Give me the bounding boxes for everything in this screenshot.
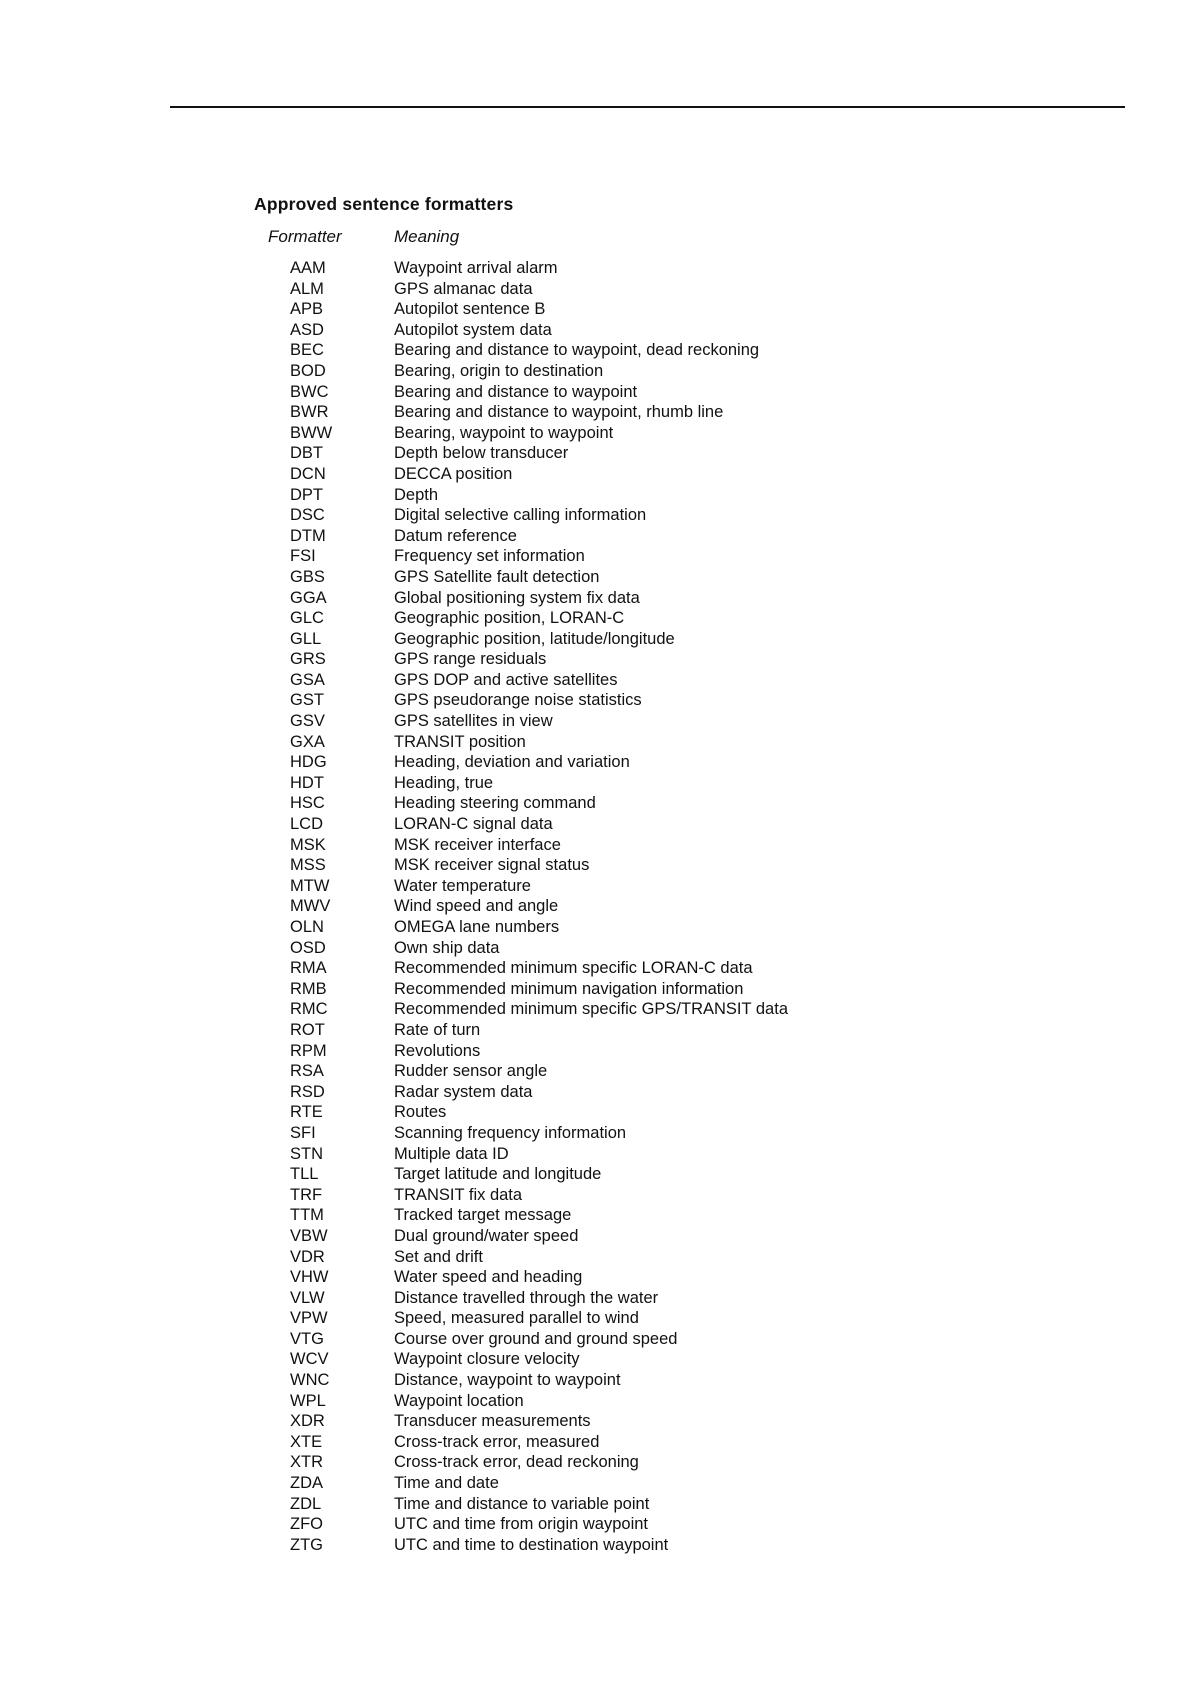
formatter-code: HDG — [290, 753, 327, 772]
formatter-row — [254, 1082, 954, 1103]
formatter-meaning: Cross-track error, dead reckoning — [394, 1453, 639, 1472]
formatter-row — [254, 464, 954, 485]
formatter-code: ZFO — [290, 1515, 323, 1534]
formatter-code: LCD — [290, 815, 324, 834]
formatter-row — [254, 567, 954, 588]
formatter-meaning: GPS pseudorange noise statistics — [394, 691, 642, 710]
formatter-code: DCN — [290, 464, 326, 483]
formatter-meaning: Radar system data — [394, 1082, 533, 1101]
formatter-row — [254, 1308, 954, 1329]
formatter-row — [254, 1535, 954, 1556]
formatter-row — [254, 711, 954, 732]
formatter-row — [254, 1391, 954, 1412]
formatter-row — [254, 505, 954, 526]
formatter-row — [254, 793, 954, 814]
formatter-code: BOD — [290, 361, 326, 380]
formatter-row — [254, 546, 954, 567]
formatter-row — [254, 999, 954, 1020]
formatter-meaning: Waypoint closure velocity — [394, 1350, 580, 1369]
formatter-row — [254, 1473, 954, 1494]
formatter-row — [254, 1205, 954, 1226]
formatter-code: MWV — [290, 897, 331, 916]
formatter-code: GLC — [290, 609, 324, 628]
formatter-meaning: Bearing and distance to waypoint — [394, 382, 638, 401]
formatter-code: VDR — [290, 1247, 325, 1266]
formatter-code: TLL — [290, 1165, 319, 1184]
top-horizontal-rule — [170, 106, 1125, 108]
formatter-code: BWR — [290, 403, 329, 422]
formatter-meaning: Bearing, waypoint to waypoint — [394, 423, 614, 442]
formatter-meaning: Waypoint arrival alarm — [394, 259, 558, 277]
formatter-meaning: Distance travelled through the water — [394, 1288, 659, 1307]
formatter-code: GGA — [290, 588, 327, 607]
formatter-code: MTW — [290, 876, 330, 895]
formatter-code: VPW — [290, 1309, 328, 1328]
formatter-meaning: Water temperature — [394, 876, 531, 895]
formatter-code: GLL — [290, 629, 322, 648]
formatter-row — [254, 340, 954, 361]
formatter-code: ASD — [290, 320, 324, 339]
column-header-formatter: Formatter — [268, 227, 342, 246]
formatter-meaning: DECCA position — [394, 464, 513, 483]
formatter-code: RMC — [290, 1000, 328, 1019]
formatter-meaning: Bearing and distance to waypoint, rhumb line — [394, 403, 724, 422]
formatter-row — [254, 938, 954, 959]
formatter-code: STN — [290, 1144, 323, 1163]
formatter-code: XTR — [290, 1453, 323, 1472]
formatter-row — [254, 402, 954, 423]
formatter-meaning: Frequency set information — [394, 547, 585, 566]
formatter-meaning: Target latitude and longitude — [394, 1165, 602, 1184]
formatter-code: MSK — [290, 835, 326, 854]
formatter-code: GBS — [290, 567, 325, 586]
formatter-code: SFI — [290, 1123, 316, 1142]
formatter-row — [254, 917, 954, 938]
formatter-meaning: GPS Satellite fault detection — [394, 567, 600, 586]
formatter-row — [254, 526, 954, 547]
formatter-code: DBT — [290, 444, 323, 463]
formatter-code: RSD — [290, 1082, 325, 1101]
formatter-code: OSD — [290, 938, 326, 957]
formatter-meaning: Rate of turn — [394, 1020, 481, 1039]
formatter-row — [254, 588, 954, 609]
formatter-meaning: Autopilot system data — [394, 320, 552, 339]
formatter-row — [254, 896, 954, 917]
formatter-code: AAM — [290, 259, 326, 277]
formatter-meaning: Distance, waypoint to waypoint — [394, 1371, 621, 1390]
formatter-meaning: Time and distance to variable point — [394, 1494, 650, 1513]
formatter-meaning: Datum reference — [394, 526, 517, 545]
formatter-code: OLN — [290, 918, 324, 936]
formatter-row — [254, 732, 954, 753]
formatter-meaning: GPS satellites in view — [394, 712, 553, 731]
formatter-meaning: Routes — [394, 1103, 447, 1122]
formatter-row — [254, 752, 954, 773]
formatter-meaning: Revolutions — [394, 1041, 481, 1060]
formatter-code: RMA — [290, 959, 327, 978]
formatter-code: GRS — [290, 650, 326, 669]
formatter-code: FSI — [290, 547, 316, 566]
formatter-meaning: UTC and time to destination waypoint — [394, 1535, 669, 1554]
formatter-meaning: Time and date — [394, 1474, 499, 1493]
formatter-row — [254, 361, 954, 382]
formatter-row — [254, 1020, 954, 1041]
formatter-meaning: Set and drift — [394, 1247, 483, 1266]
formatter-meaning: Recommended minimum navigation information — [394, 979, 744, 998]
formatter-code: ALM — [290, 279, 324, 298]
formatter-meaning: GPS almanac data — [394, 279, 533, 298]
formatter-meaning: Geographic position, latitude/longitude — [394, 629, 675, 648]
formatter-code: GSA — [290, 670, 325, 689]
formatter-meaning: Heading, deviation and variation — [394, 753, 630, 772]
formatter-row — [254, 279, 954, 300]
formatter-meaning: MSK receiver interface — [394, 835, 561, 854]
formatter-code: ZTG — [290, 1535, 323, 1554]
formatter-code: RSA — [290, 1062, 324, 1081]
formatter-meaning: Multiple data ID — [394, 1144, 509, 1163]
formatter-meaning: UTC and time from origin waypoint — [394, 1515, 649, 1534]
formatter-row — [254, 382, 954, 403]
formatter-row — [254, 1123, 954, 1144]
formatter-row — [254, 1370, 954, 1391]
formatter-code: TTM — [290, 1206, 324, 1225]
column-header-meaning: Meaning — [394, 227, 460, 246]
formatter-meaning: TRANSIT position — [394, 732, 526, 751]
formatter-row — [254, 855, 954, 876]
formatter-code: XDR — [290, 1412, 325, 1431]
formatter-row — [254, 835, 954, 856]
formatter-meaning: Scanning frequency information — [394, 1123, 627, 1142]
formatter-row — [254, 423, 954, 444]
formatter-code: RMB — [290, 979, 327, 998]
formatter-row — [254, 629, 954, 650]
formatter-row — [254, 1041, 954, 1062]
formatter-row — [254, 1452, 954, 1473]
formatter-meaning: Tracked target message — [394, 1206, 572, 1225]
formatter-row — [254, 1185, 954, 1206]
formatter-row — [254, 320, 954, 341]
formatter-code: WNC — [290, 1371, 330, 1390]
formatter-row — [254, 1349, 954, 1370]
formatter-row — [254, 649, 954, 670]
formatter-row — [254, 1411, 954, 1432]
formatter-meaning: Recommended minimum specific LORAN-C data — [394, 959, 753, 978]
formatter-code: DPT — [290, 485, 323, 504]
formatter-meaning: Wind speed and angle — [394, 897, 559, 916]
formatter-code: ZDA — [290, 1474, 323, 1493]
formatter-code: MSS — [290, 856, 326, 875]
formatter-code: DSC — [290, 506, 325, 525]
formatter-meaning: TRANSIT fix data — [394, 1185, 523, 1204]
formatter-code: TRF — [290, 1185, 323, 1204]
formatter-code: GXA — [290, 732, 325, 751]
formatter-meaning: Depth below transducer — [394, 444, 569, 463]
formatter-meaning: Bearing, origin to destination — [394, 361, 604, 380]
formatter-meaning: Autopilot sentence B — [394, 300, 546, 319]
formatter-meaning: Digital selective calling information — [394, 506, 647, 525]
formatter-meaning: Heading steering command — [394, 794, 596, 813]
formatter-meaning: Course over ground and ground speed — [394, 1329, 678, 1348]
section-title: Approved sentence formatters — [254, 194, 514, 214]
formatter-meaning: MSK receiver signal status — [394, 856, 590, 875]
formatter-list — [254, 258, 954, 1555]
formatter-row — [254, 979, 954, 1000]
formatter-row — [254, 1144, 954, 1165]
formatter-row — [254, 443, 954, 464]
formatter-row — [254, 690, 954, 711]
formatter-row — [254, 773, 954, 794]
formatter-code: VLW — [290, 1288, 325, 1307]
formatter-meaning: Water speed and heading — [394, 1268, 583, 1287]
formatter-meaning: OMEGA lane numbers — [394, 918, 560, 936]
formatter-code: BWC — [290, 382, 329, 401]
formatter-code: ZDL — [290, 1494, 322, 1513]
formatter-meaning: Geographic position, LORAN-C — [394, 609, 625, 628]
formatter-row — [254, 1329, 954, 1350]
formatter-meaning: Heading, true — [394, 773, 494, 792]
formatter-row — [254, 814, 954, 835]
formatter-code: BWW — [290, 423, 333, 442]
formatter-meaning: Depth — [394, 485, 439, 504]
formatter-row — [254, 299, 954, 320]
formatter-meaning: GPS range residuals — [394, 650, 547, 669]
formatter-meaning: Recommended minimum specific GPS/TRANSIT data — [394, 1000, 788, 1019]
formatter-code: RPM — [290, 1041, 327, 1060]
formatter-meaning: Rudder sensor angle — [394, 1062, 548, 1081]
formatter-meaning: Global positioning system fix data — [394, 588, 640, 607]
formatter-code: WPL — [290, 1391, 326, 1410]
formatter-row — [254, 876, 954, 897]
formatter-code: HDT — [290, 773, 324, 792]
formatter-row — [254, 258, 954, 279]
formatter-code: APB — [290, 300, 324, 319]
formatter-code: VTG — [290, 1329, 324, 1348]
formatter-code: WCV — [290, 1350, 329, 1369]
formatter-row — [254, 485, 954, 506]
formatter-row — [254, 1288, 954, 1309]
formatter-code: VHW — [290, 1268, 329, 1287]
formatter-code: VBW — [290, 1226, 328, 1245]
formatter-code: HSC — [290, 794, 325, 813]
formatter-row — [254, 1514, 954, 1535]
formatter-row — [254, 1432, 954, 1453]
formatter-row — [254, 1247, 954, 1268]
formatter-row — [254, 958, 954, 979]
formatter-row — [254, 1061, 954, 1082]
formatter-meaning: LORAN-C signal data — [394, 815, 553, 834]
formatter-row — [254, 1102, 954, 1123]
formatter-code: RTE — [290, 1103, 323, 1122]
formatter-meaning: Speed, measured parallel to wind — [394, 1309, 639, 1328]
column-headers — [254, 226, 954, 248]
formatter-row — [254, 608, 954, 629]
formatter-row — [254, 1494, 954, 1515]
formatter-code: ROT — [290, 1020, 325, 1039]
formatter-meaning: Bearing and distance to waypoint, dead reckoning — [394, 341, 760, 360]
formatter-meaning: Own ship data — [394, 938, 500, 957]
formatter-code: DTM — [290, 526, 326, 545]
sentence-formatters-section — [254, 192, 954, 1555]
formatter-meaning: GPS DOP and active satellites — [394, 670, 618, 689]
formatter-code: XTE — [290, 1432, 323, 1451]
formatter-row — [254, 1164, 954, 1185]
formatter-code: BEC — [290, 341, 324, 360]
formatter-code: GST — [290, 691, 324, 710]
formatter-row — [254, 670, 954, 691]
formatter-row — [254, 1267, 954, 1288]
formatter-meaning: Transducer measurements — [394, 1412, 591, 1431]
formatter-meaning: Cross-track error, measured — [394, 1432, 600, 1451]
formatter-row — [254, 1226, 954, 1247]
formatter-code: GSV — [290, 712, 325, 731]
formatter-meaning: Dual ground/water speed — [394, 1226, 579, 1245]
formatter-meaning: Waypoint location — [394, 1391, 524, 1410]
